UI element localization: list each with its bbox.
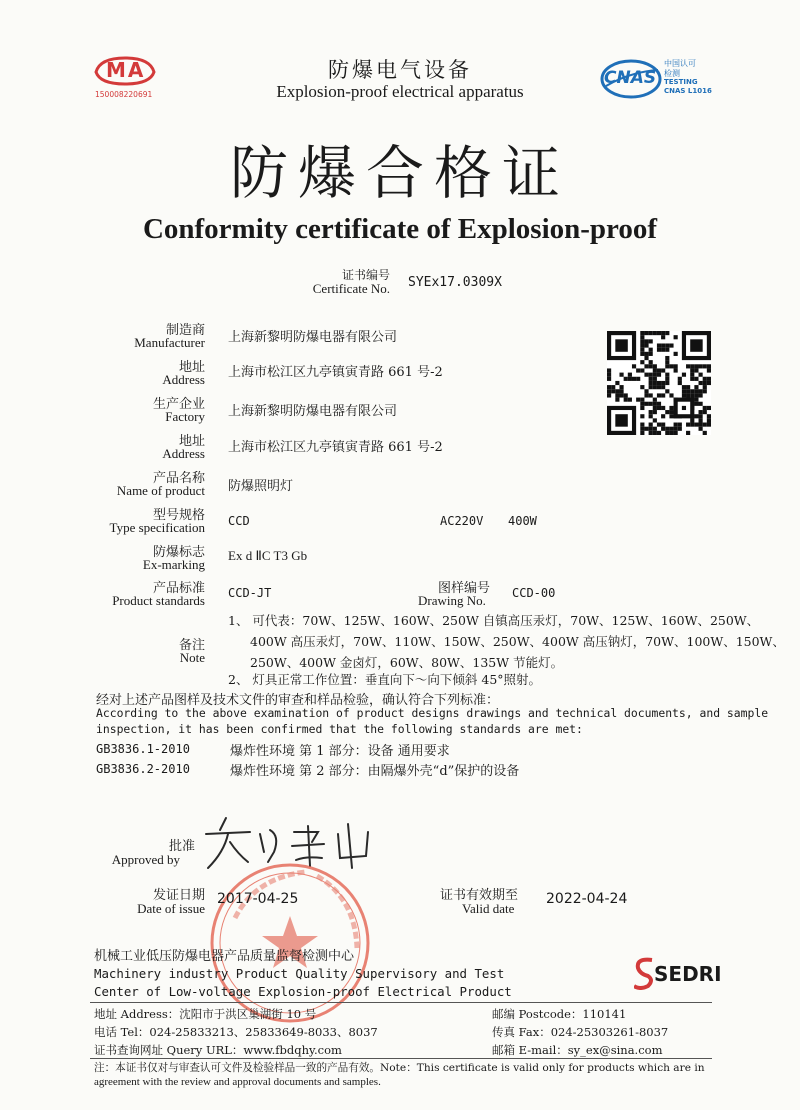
issue-date-label-cn: 发证日期 <box>152 888 205 903</box>
conformity-en-line: According to the above examination of product designs drawings and technical documents, and sample <box>96 706 769 720</box>
manufacturer-value: 上海新黎明防爆电器有限公司 <box>228 330 398 345</box>
standard-title: 爆炸性环境 第 1 部分：设备 通用要求 <box>230 744 450 759</box>
type-value: CCD <box>228 514 250 528</box>
issue-date-label-en: Date of issue <box>137 901 205 916</box>
product-value: 防爆照明灯 <box>228 479 294 494</box>
standard-code: GB3836.2-2010 <box>96 762 190 776</box>
sedri-logo-text: SEDRI <box>654 962 722 986</box>
note-label-en: Note <box>179 650 205 665</box>
standards-label-en: Product standards <box>112 593 205 608</box>
footnote-line1: 注：本证书仅对与审查认可文件及检验样品一致的产品有效。Note：This certificate is valid only for products which are in <box>94 1062 705 1074</box>
contact-fax: 传真 Fax：024-25303261-8037 <box>492 1025 669 1039</box>
cnas-code: CNAS L1016 <box>664 87 712 95</box>
standard-title: 爆炸性环境 第 2 部分：由隔爆外壳“d”保护的设备 <box>230 764 520 779</box>
approved-label-en: Approved by <box>111 852 180 867</box>
cnas-cn-label-2: 检测 <box>664 69 680 78</box>
valid-date-label-en: Valid date <box>462 901 515 916</box>
contact-address: 地址 Address：沈阳市于洪区巢湖街 10 号 <box>94 1007 317 1021</box>
type-label-cn: 型号规格 <box>152 508 205 523</box>
factory-label-cn: 生产企业 <box>152 397 205 412</box>
standards-label-cn: 产品标准 <box>152 581 205 596</box>
certificate-number: SYEx17.0309X <box>408 275 502 290</box>
exmarking-label-en: Ex-marking <box>142 557 205 572</box>
manufacturer-label-cn: 制造商 <box>165 323 205 338</box>
contact-email: 邮箱 E-mail：sy_ex@sina.com <box>492 1043 663 1057</box>
qr-code <box>607 331 711 435</box>
standards-value: CCD-JT <box>228 586 272 600</box>
note-line: 250W、400W 金卤灯，60W、80W、135W 节能灯。 <box>250 655 564 670</box>
issuer-cn: 机械工业低压防爆电器产品质量监督检测中心 <box>94 949 355 964</box>
cnas-testing-label: TESTING <box>664 78 698 86</box>
note-line: 400W 高压汞灯，70W、110W、150W、250W、400W 高压钠灯，70W、100W、150W、 <box>250 634 785 649</box>
conformity-cn: 经对上述产品图样及技术文件的审查和样品检验，确认符合下列标准： <box>96 693 500 708</box>
drawing-label-en: Drawing No. <box>418 593 486 608</box>
category-en: Explosion-proof electrical apparatus <box>276 82 524 101</box>
category-cn: 防爆电气设备 <box>328 58 472 82</box>
address2-label-en: Address <box>162 446 205 461</box>
type-label-en: Type specification <box>109 520 205 535</box>
title-cn: 防爆合格证 <box>229 139 570 207</box>
standard-code: GB3836.1-2010 <box>96 742 190 756</box>
exmarking-label-cn: 防爆标志 <box>152 545 205 560</box>
valid-date-label-cn: 证书有效期至 <box>440 888 519 903</box>
note-line: 1、 可代表：70W、125W、160W、250W 自镇高压汞灯，70W、125W、160W、250W、 <box>228 613 760 628</box>
certificate-label-cn: 证书编号 <box>341 268 390 282</box>
address2-value: 上海市松江区九亭镇寅青路 661 号-2 <box>228 440 443 455</box>
product-label-cn: 产品名称 <box>152 471 205 486</box>
ma-logo-text: MA <box>106 58 146 82</box>
address2-label-cn: 地址 <box>178 434 205 449</box>
type-voltage: AC220V <box>440 514 484 528</box>
conformity-en-line: inspection, it has been confirmed that the following standards are met: <box>96 722 583 736</box>
factory-value: 上海新黎明防爆电器有限公司 <box>228 404 398 419</box>
product-label-en: Name of product <box>116 483 205 498</box>
note-label-cn: 备注 <box>178 638 205 653</box>
exmarking-value: Ex d ⅡC T3 Gb <box>228 548 308 563</box>
address1-label-cn: 地址 <box>178 360 205 375</box>
type-power: 400W <box>508 514 537 528</box>
sedri-logo <box>634 956 722 990</box>
note-line: 2、 灯具正常工作位置：垂直向下～向下倾斜 45°照射。 <box>228 672 542 687</box>
address1-label-en: Address <box>162 372 205 387</box>
issuer-en-line2: Center of Low-voltage Explosion-proof Electrical Product <box>94 984 512 999</box>
cnas-cn-label: 中国认可 <box>664 59 696 68</box>
address1-value: 上海市松江区九亭镇寅青路 661 号-2 <box>228 365 443 380</box>
footer-rule-top <box>90 1002 712 1003</box>
drawing-value: CCD-00 <box>512 586 556 600</box>
contact-postcode: 邮编 Postcode：110141 <box>492 1007 627 1021</box>
cnas-logo-text: CNAS <box>604 68 657 88</box>
sedri-logo-mark <box>634 956 654 990</box>
contact-tel: 电话 Tel：024-25833213、25833649-8033、8037 <box>94 1025 378 1039</box>
footer-rule-bottom <box>90 1058 712 1059</box>
ma-number: 150008220691 <box>95 90 153 99</box>
factory-label-en: Factory <box>165 409 205 424</box>
certificate-label-en: Certificate No. <box>312 281 390 296</box>
issue-date-value: 2017-04-25 <box>217 891 299 907</box>
title-en: Conformity certificate of Explosion-proof <box>142 213 658 245</box>
footnote-line2: agreement with the review and approval documents and samples. <box>94 1076 381 1088</box>
approved-label-cn: 批准 <box>168 839 195 854</box>
valid-date-value: 2022-04-24 <box>546 891 628 907</box>
manufacturer-label-en: Manufacturer <box>134 335 205 350</box>
issuer-en-line1: Machinery industry Product Quality Supervisory and Test <box>94 966 505 981</box>
contact-url: 证书查询网址 Query URL：www.fbdqhy.com <box>94 1043 342 1057</box>
drawing-label-cn: 图样编号 <box>438 581 491 596</box>
